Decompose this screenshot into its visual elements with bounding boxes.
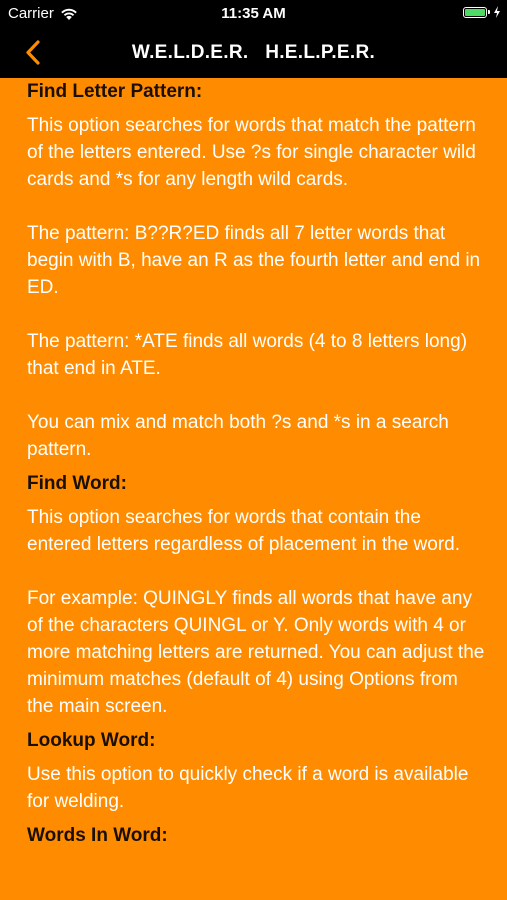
battery-tip [488, 10, 490, 14]
section-paragraph: For example: QUINGLY finds all words that have any of the characters QUINGL or Y. Only words with 4 or more matching letters are returned. You can adjust the minimum matches (default of 4) using Options from the main screen. [27, 588, 485, 717]
help-content[interactable] [0, 78, 507, 900]
help-section [0, 720, 507, 815]
section-paragraph: The pattern: B??R?ED finds all 7 letter words that begin with B, have an R as the fourth letter and end in ED. [27, 223, 481, 298]
section-heading: Find Letter Pattern: [27, 81, 203, 102]
status-bar [0, 0, 507, 28]
help-section [0, 463, 507, 720]
charging-bolt-icon [493, 6, 501, 18]
section-paragraph: The pattern: *ATE finds all words (4 to 8 letters long) that end in ATE. [27, 331, 468, 379]
navigation-bar [0, 28, 507, 78]
section-paragraph: Use this option to quickly check if a word is available for welding. [27, 764, 469, 812]
battery-icon [463, 7, 487, 18]
section-heading: Words In Word: [27, 825, 168, 846]
clock: 11:35 AM [221, 5, 286, 22]
battery-indicator [463, 6, 501, 18]
section-heading: Lookup Word: [27, 730, 156, 751]
help-section [0, 78, 507, 463]
section-heading: Find Word: [27, 473, 127, 494]
carrier-label: Carrier [8, 5, 54, 22]
page-title: W.E.L.D.E.R. H.E.L.P.E.R. [131, 42, 376, 63]
section-paragraph: This option searches for words that contain the entered letters regardless of placement in the word. [27, 507, 461, 555]
section-paragraph: This option searches for words that match the pattern of the letters entered. Use ?s for single character wild cards and *s for any length wild cards. [27, 115, 476, 190]
help-section [0, 815, 507, 856]
section-paragraph: You can mix and match both ?s and *s in a search pattern. [27, 412, 449, 460]
battery-fill [465, 9, 485, 16]
